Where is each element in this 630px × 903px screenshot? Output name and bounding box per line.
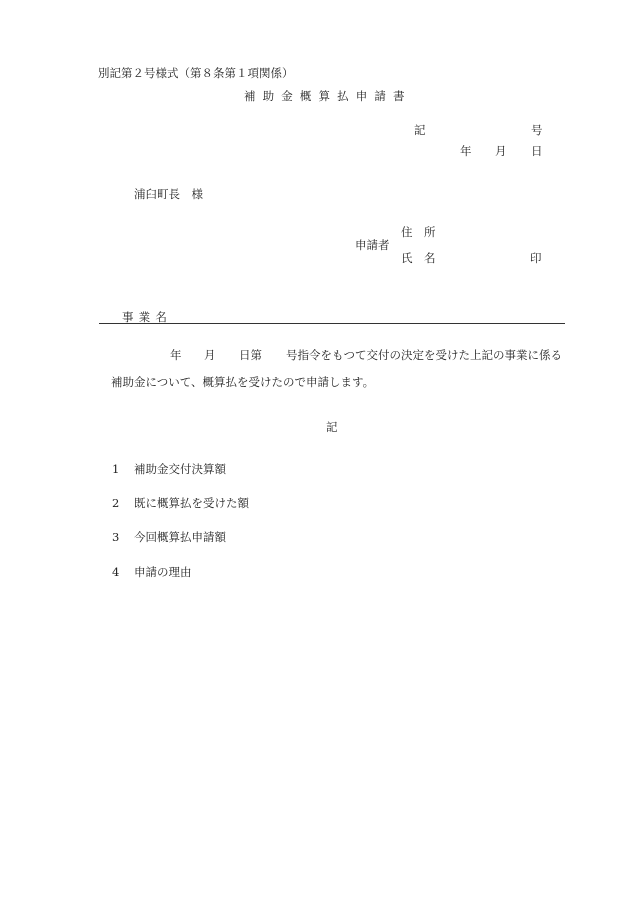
body-month: 月 (204, 348, 216, 362)
addressee: 浦臼町長 様 (134, 187, 203, 201)
item-label: 申請の理由 (134, 565, 192, 579)
project-name-label: 事業名 (122, 310, 173, 324)
item-number: 2 (112, 496, 120, 510)
date-month: 月 (495, 144, 507, 158)
reference-go: 号 (531, 123, 543, 137)
form-number: 別記第２号様式（第８条第１項関係） (98, 66, 294, 80)
address-label: 住 所 (401, 225, 436, 239)
document-title: 補助金概算払申請書 (244, 89, 412, 103)
item-label: 今回概算払申請額 (134, 530, 226, 544)
date-year: 年 (460, 144, 472, 158)
item-label: 補助金交付決算額 (134, 462, 226, 476)
body-line1-text: 号指令をもつて交付の決定を受けた上記の事業に係る (286, 348, 562, 362)
body-year: 年 (170, 348, 182, 362)
seal-mark: 印 (530, 251, 542, 265)
item-number: 3 (112, 530, 120, 544)
name-label: 氏 名 (401, 251, 436, 265)
record-heading: 記 (326, 420, 338, 434)
date-day: 日 (531, 144, 543, 158)
project-name-underline (99, 323, 565, 324)
item-number: 4 (112, 565, 120, 579)
item-label: 既に概算払を受けた額 (134, 496, 249, 510)
applicant-label: 申請者 (355, 238, 390, 252)
reference-ki: 記 (414, 123, 426, 137)
body-line2: 補助金について、概算払を受けたので申請します。 (111, 375, 375, 389)
body-day-no: 日第 (239, 348, 262, 362)
item-number: 1 (112, 462, 120, 476)
